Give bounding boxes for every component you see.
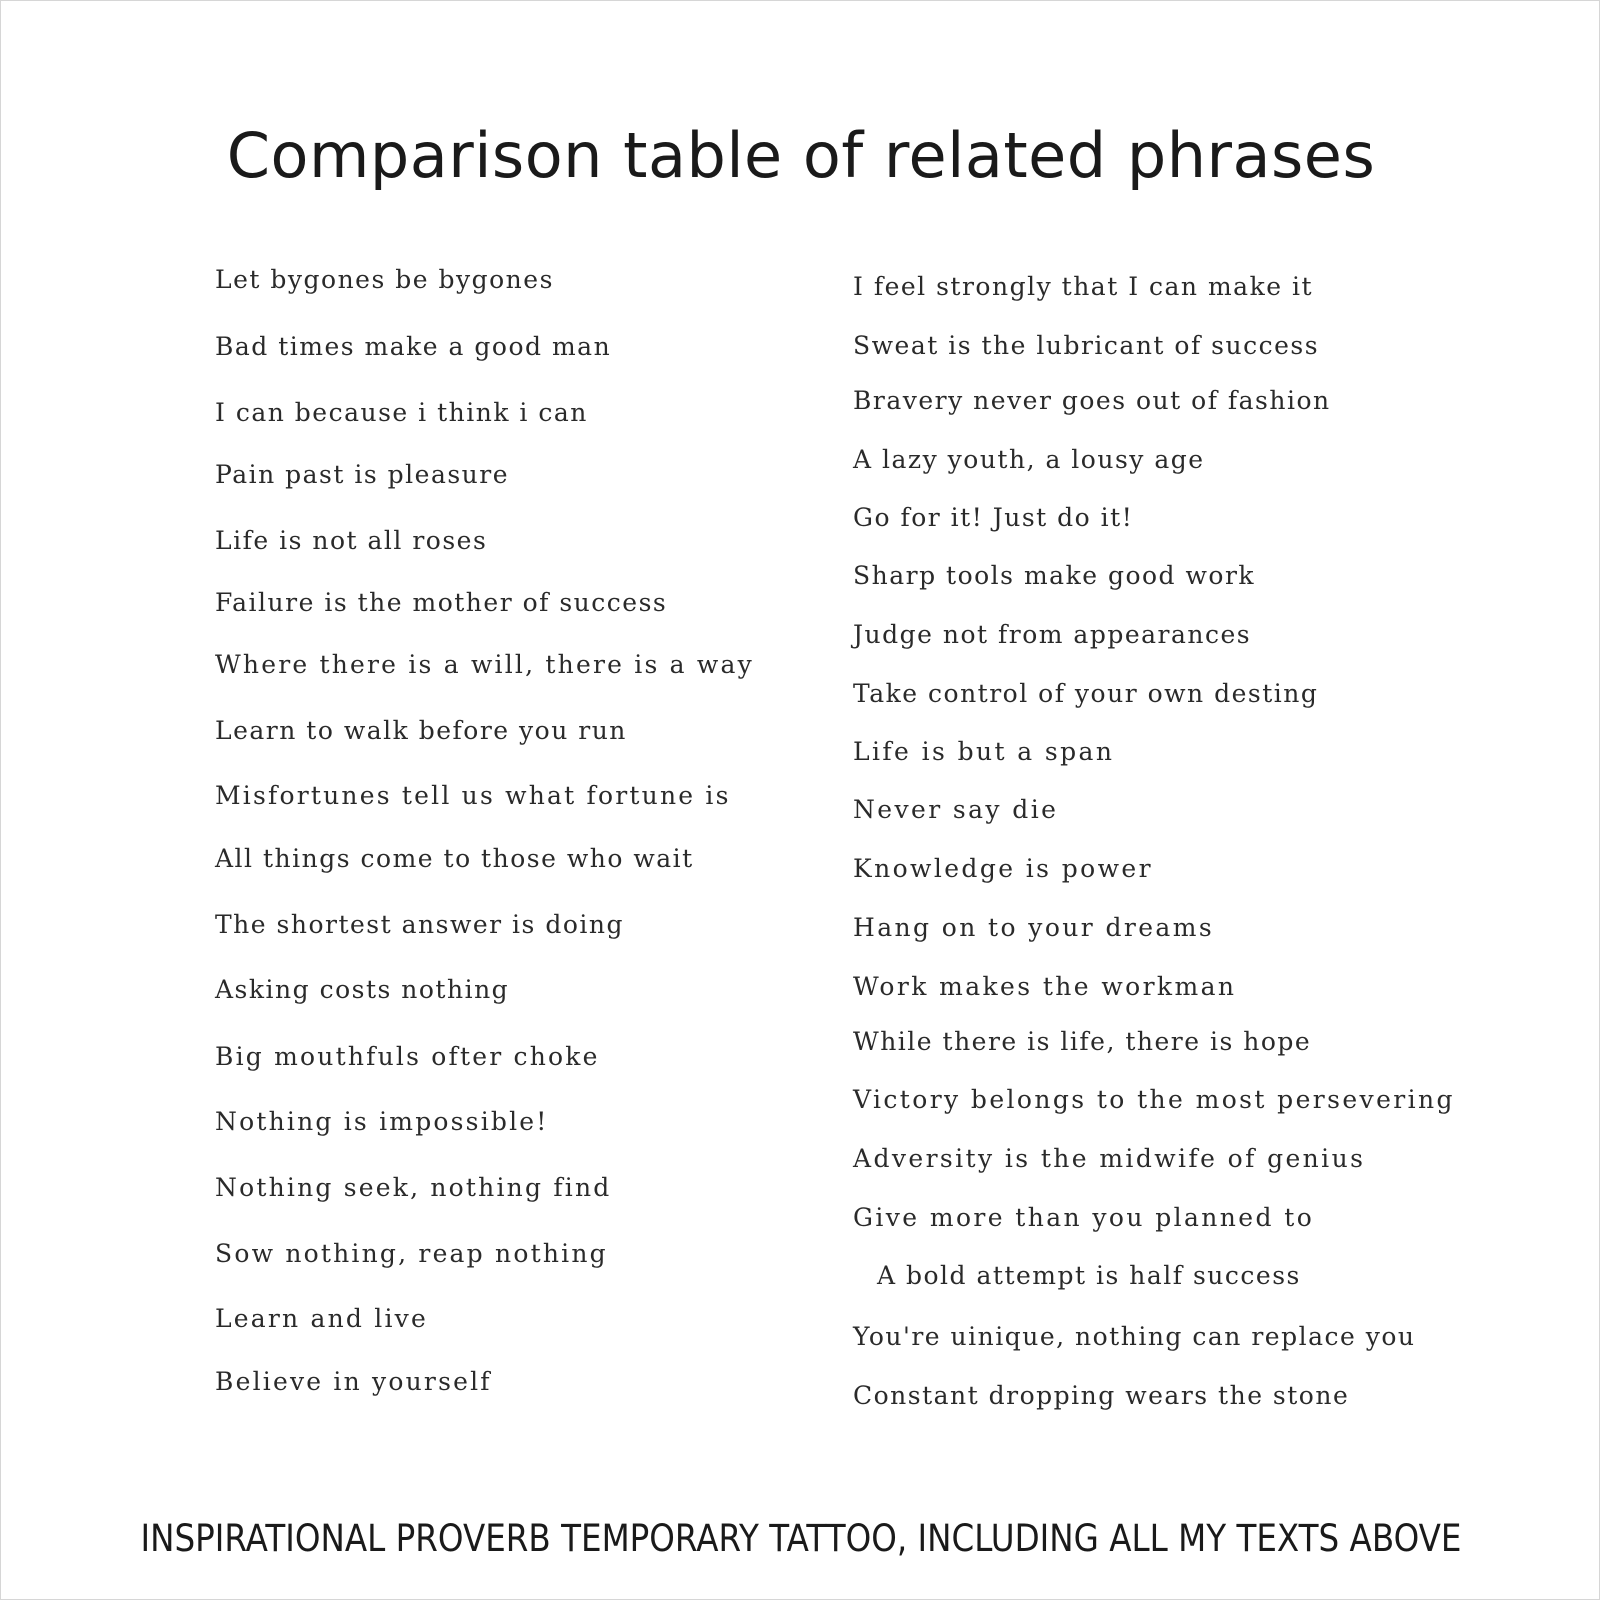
footer-caption: INSPIRATIONAL PROVERB TEMPORARY TATTOO, INCLUDING ALL MY TEXTS ABOVE [140, 1517, 1462, 1560]
phrase-item: Life is but a span [853, 737, 1115, 766]
page-title: Comparison table of related phrases [226, 119, 1376, 192]
phrase-item: Nothing seek, nothing find [215, 1173, 612, 1202]
phrase-item: All things come to those who wait [215, 844, 694, 873]
phrase-item: Sow nothing, reap nothing [215, 1239, 608, 1268]
phrase-item: Take control of your own desting [853, 679, 1319, 708]
phrase-item: A lazy youth, a lousy age [853, 445, 1205, 474]
phrase-item: The shortest answer is doing [215, 910, 624, 939]
phrase-item: Asking costs nothing [215, 975, 510, 1004]
phrase-item: Sharp tools make good work [853, 561, 1256, 590]
phrase-item: Big mouthfuls ofter choke [215, 1042, 600, 1071]
phrase-item: Constant dropping wears the stone [853, 1381, 1350, 1410]
phrase-item: Never say die [853, 795, 1059, 824]
phrase-item: I feel strongly that I can make it [853, 272, 1314, 301]
phrase-item: Let bygones be bygones [215, 265, 554, 294]
phrase-item: Misfortunes tell us what fortune is [215, 781, 731, 810]
phrase-item: Bad times make a good man [215, 332, 612, 361]
phrase-item: Where there is a will, there is a way [215, 650, 754, 679]
phrase-item: Knowledge is power [853, 854, 1153, 883]
phrase-item: Adversity is the midwife of genius [853, 1144, 1366, 1173]
phrase-item: Victory belongs to the most persevering [853, 1085, 1455, 1114]
phrase-item: I can because i think i can [215, 398, 588, 427]
phrase-item: Bravery never goes out of fashion [853, 386, 1331, 415]
phrase-item: Sweat is the lubricant of success [853, 331, 1320, 360]
phrase-item: A bold attempt is half success [877, 1261, 1301, 1290]
phrase-item: You're uinique, nothing can replace you [853, 1322, 1416, 1351]
phrase-item: Learn to walk before you run [215, 716, 627, 745]
phrase-item: Judge not from appearances [853, 620, 1252, 649]
phrase-item: Pain past is pleasure [215, 460, 510, 489]
phrase-item: Life is not all roses [215, 526, 488, 555]
phrase-item: Believe in yourself [215, 1367, 492, 1396]
phrase-item: Give more than you planned to [853, 1203, 1315, 1232]
phrase-item: Hang on to your dreams [853, 913, 1215, 942]
phrase-item: While there is life, there is hope [853, 1027, 1312, 1056]
phrase-item: Failure is the mother of success [215, 588, 668, 617]
phrase-item: Go for it! Just do it! [853, 503, 1134, 532]
phrase-item: Learn and live [215, 1304, 428, 1333]
phrase-item: Work makes the workman [853, 972, 1237, 1001]
phrase-item: Nothing is impossible! [215, 1107, 549, 1136]
